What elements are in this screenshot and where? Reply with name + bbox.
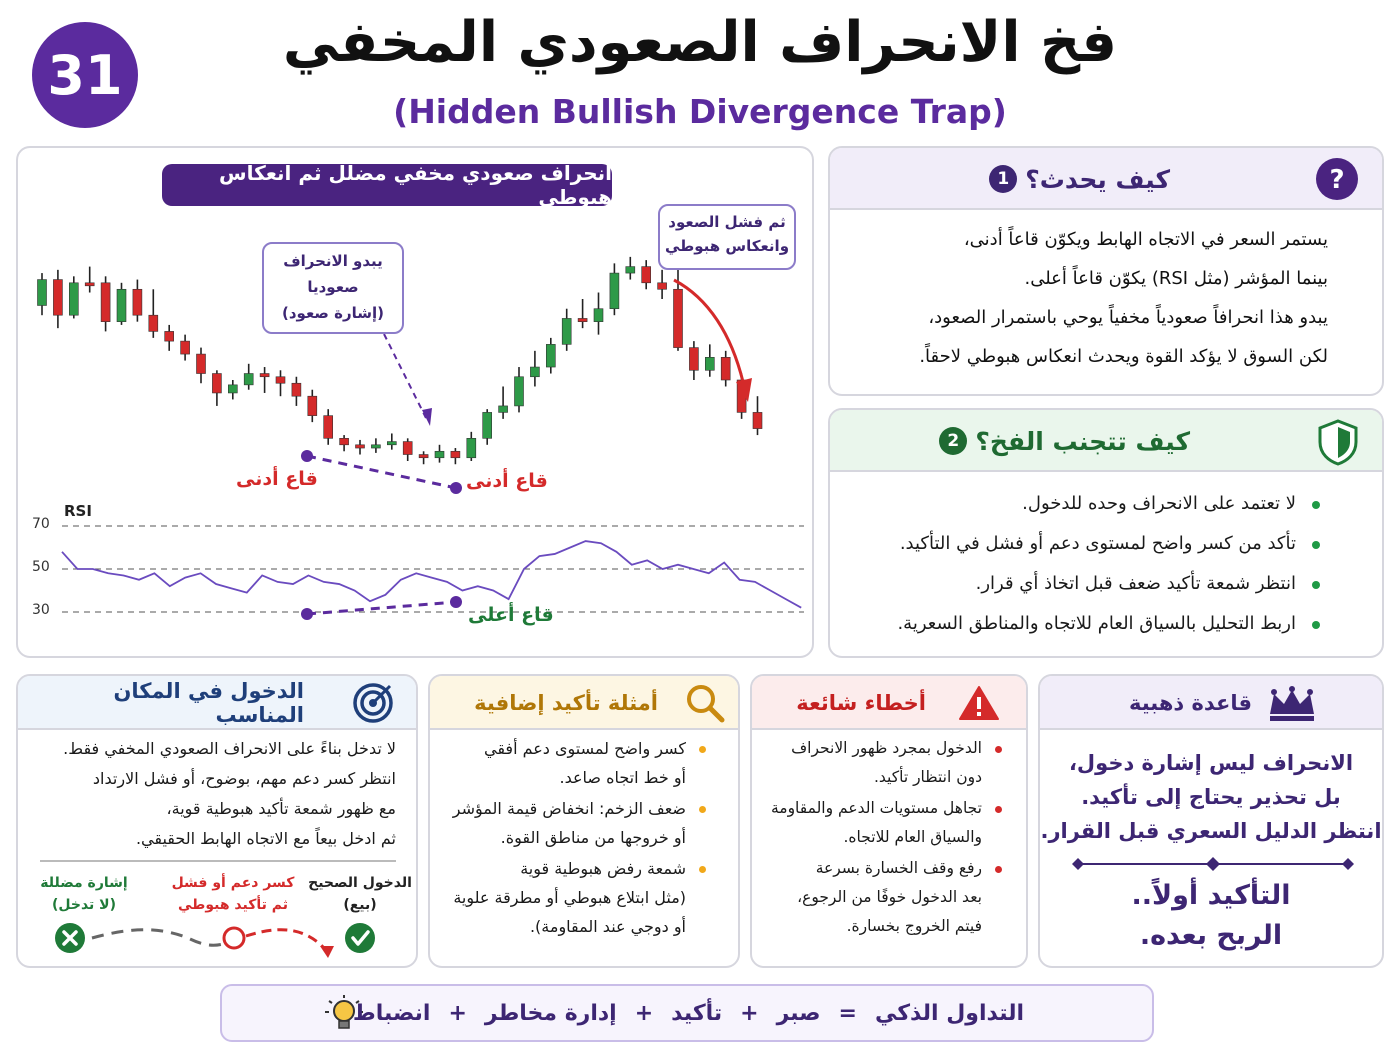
option-correct-line: (بيع) bbox=[343, 897, 377, 913]
candle-body bbox=[292, 383, 301, 396]
callout-pointer bbox=[384, 334, 426, 418]
list-item: اربط التحليل بالسياق العام للاتجاه والمناطق السعرية. bbox=[860, 604, 1320, 644]
example-line: شمعة رفض هبوطية قوية bbox=[520, 859, 686, 878]
candle-body bbox=[499, 406, 508, 412]
rsi-tick-30: 30 bbox=[32, 602, 50, 618]
callout-pointer-head bbox=[422, 408, 432, 426]
price-lower-low-line bbox=[307, 456, 456, 488]
lower-low-label-right: قاع أدنى bbox=[466, 470, 548, 492]
lesson-number-badge bbox=[32, 22, 138, 128]
list-item: تأكد من كسر واضح لمستوى دعم أو فشل في التأكيد. bbox=[860, 524, 1320, 564]
option-correct-line: الدخول الصحيح bbox=[308, 875, 412, 891]
example-line: أو خط اتجاه صاعد. bbox=[559, 768, 686, 787]
callout-failure-line: وانعكاس هبوطي bbox=[664, 237, 790, 255]
entry-line: ثم ادخل بيعاً مع الاتجاه الهابط الحقيقي. bbox=[135, 829, 396, 848]
golden-text bbox=[1040, 746, 1382, 848]
list-item: لا تعتمد على الانحراف وحده للدخول. bbox=[860, 484, 1320, 524]
mistakes-header bbox=[752, 676, 1026, 730]
callout-divergence-line: (إشارة صعود) bbox=[281, 304, 384, 322]
example-line: أو خروجها من مناطق القوة. bbox=[500, 828, 686, 847]
example-line: كسر واضح لمستوى دعم أفقي bbox=[483, 739, 686, 758]
mistakes-list bbox=[754, 734, 1004, 943]
how-step-number: 1 bbox=[989, 165, 1017, 193]
candle-body bbox=[658, 283, 667, 289]
target-icon bbox=[352, 682, 394, 724]
candle-body bbox=[356, 445, 365, 448]
page-title: فخ الانحراف الصعودي المخفي bbox=[282, 10, 1118, 75]
candle-body bbox=[451, 451, 460, 457]
entry-line: انتظر كسر دعم مهم، بوضوح، أو فشل الارتداد bbox=[92, 769, 396, 788]
rsi-line bbox=[62, 541, 801, 608]
avoid-title bbox=[939, 410, 1190, 472]
callout-divergence-line: صعوديا bbox=[307, 278, 359, 296]
how-header bbox=[830, 148, 1382, 210]
candle-body bbox=[483, 412, 492, 438]
break-point-icon bbox=[224, 928, 244, 948]
candle-body bbox=[340, 438, 349, 444]
entry-divider bbox=[40, 860, 396, 862]
entry-line: لا تدخل بناءً على الانحراف الصعودي المخفي فقط. bbox=[63, 739, 396, 758]
callout-divergence bbox=[262, 242, 404, 334]
lower-low-label-left: قاع أدنى bbox=[236, 468, 318, 490]
candle-body bbox=[546, 344, 555, 367]
list-item bbox=[754, 734, 1004, 792]
correct-entry-check-icon bbox=[345, 923, 375, 953]
candle-body bbox=[674, 289, 683, 347]
chart-banner: انحراف صعودي مخفي مضلل ثم انعكاس هبوطي bbox=[162, 164, 612, 206]
mistake-line: فيتم الخروج بخسارة. bbox=[846, 917, 982, 935]
rsi-low-point bbox=[301, 608, 313, 620]
callout-failure bbox=[658, 204, 796, 270]
examples-list bbox=[432, 734, 708, 943]
candle-body bbox=[387, 442, 396, 445]
page-subtitle: (Hidden Bullish Divergence Trap) bbox=[393, 92, 1007, 131]
candle-body bbox=[594, 309, 603, 322]
candle-body bbox=[276, 377, 285, 383]
crown-icon bbox=[1266, 686, 1318, 722]
rsi-higher-low-label: قاع أعلى bbox=[468, 604, 554, 626]
formula-part: انضباط bbox=[352, 1000, 431, 1026]
how-title bbox=[989, 148, 1170, 210]
candle-body bbox=[69, 283, 78, 315]
option-break-label bbox=[168, 872, 298, 916]
callout-divergence-line: يبدو الانحراف bbox=[283, 252, 383, 270]
question-icon bbox=[1314, 156, 1360, 202]
formula-part: تأكيد bbox=[671, 1000, 723, 1026]
candle-body bbox=[53, 280, 62, 316]
candle-body bbox=[689, 348, 698, 371]
candle-body bbox=[212, 374, 221, 393]
callout-failure-line: ثم فشل الصعود bbox=[668, 213, 786, 231]
entry-text bbox=[26, 734, 396, 854]
entry-title: الدخول في المكان المناسب bbox=[113, 679, 304, 727]
formula-part: + bbox=[740, 1000, 759, 1026]
formula-part: إدارة مخاطر bbox=[484, 1000, 617, 1026]
example-line: أو دوجي عند المقاومة). bbox=[529, 917, 686, 936]
entry-header bbox=[18, 676, 416, 730]
candle-body bbox=[705, 357, 714, 370]
golden-title: قاعدة ذهبية bbox=[1128, 691, 1252, 715]
candle-body bbox=[562, 318, 571, 344]
examples-card bbox=[428, 674, 740, 968]
how-line: يبدو هذا انحرافاً صعودياً مخفياً يوحي باستمرار الصعود، bbox=[928, 307, 1328, 328]
candle-body bbox=[515, 377, 524, 406]
candle-body bbox=[117, 289, 126, 321]
price-low-point bbox=[450, 482, 462, 494]
list-item bbox=[754, 794, 1004, 852]
formula-part: + bbox=[448, 1000, 467, 1026]
candle-body bbox=[753, 412, 762, 428]
warning-icon bbox=[958, 684, 1000, 722]
option-break-line: ثم تأكيد هبوطي bbox=[178, 897, 288, 913]
avoid-title-text: كيف تتجنب الفخ؟ bbox=[975, 426, 1190, 456]
candle-body bbox=[197, 354, 206, 373]
candle-body bbox=[419, 455, 428, 458]
candle-body bbox=[467, 438, 476, 457]
rsi-low-point bbox=[450, 596, 462, 608]
entry-line: مع ظهور شمعة تأكيد هبوطية قوية، bbox=[166, 799, 396, 818]
mistake-line: دون انتظار تأكيد. bbox=[873, 768, 982, 786]
how-line: بينما المؤشر (مثل RSI) يكوّن قاعاً أعلى. bbox=[1024, 268, 1328, 289]
price-low-point bbox=[301, 450, 313, 462]
candle-body bbox=[642, 267, 651, 283]
mistake-line: والسياق العام للاتجاه. bbox=[843, 828, 982, 846]
candle-body bbox=[530, 367, 539, 377]
candle-body bbox=[260, 374, 269, 377]
option-wrong-line: (لا تدخل) bbox=[51, 897, 117, 913]
list-item bbox=[432, 734, 708, 792]
formula-part: التداول الذكي bbox=[874, 1000, 1024, 1026]
candle-body bbox=[610, 273, 619, 309]
magnifier-icon bbox=[684, 682, 726, 724]
mistakes-title: أخطاء شائعة bbox=[796, 691, 926, 715]
how-line: يستمر السعر في الاتجاه الهابط ويكوّن قاعاً أدنى، bbox=[963, 229, 1328, 250]
option-wrong-line: إشارة مضللة bbox=[40, 875, 128, 891]
golden-rule-card bbox=[1038, 674, 1384, 968]
golden-line: انتظر الدليل السعري قبل القرار. bbox=[1040, 819, 1382, 843]
candle-body bbox=[149, 315, 158, 331]
option-correct-label bbox=[308, 872, 412, 916]
mistake-line: تجاهل مستويات الدعم والمقاومة bbox=[770, 799, 982, 817]
list-item bbox=[432, 854, 708, 941]
examples-title: أمثلة تأكيد إضافية bbox=[474, 691, 658, 715]
mistake-line: بعد الدخول خوفًا من الرجوع، bbox=[797, 888, 982, 906]
mistake-line: رفع وقف الخسارة بسرعة bbox=[815, 859, 982, 877]
mistake-line: الدخول بمجرد ظهور الانحراف bbox=[791, 739, 982, 757]
how-title-text: كيف يحدث؟ bbox=[1025, 164, 1170, 194]
list-item bbox=[754, 854, 1004, 941]
candle-body bbox=[228, 385, 237, 393]
avoid-header bbox=[830, 410, 1382, 472]
svg-text:?: ? bbox=[1329, 165, 1345, 195]
rsi-label: RSI bbox=[64, 502, 92, 520]
candle-body bbox=[133, 289, 142, 315]
golden-divider bbox=[1072, 856, 1354, 872]
how-to-avoid-card bbox=[828, 408, 1384, 658]
list-item: انتظر شمعة تأكيد ضعف قبل اتخاذ أي قرار. bbox=[860, 564, 1320, 604]
how-body bbox=[858, 220, 1328, 376]
candle-body bbox=[181, 341, 190, 354]
entry-flow-diagram bbox=[48, 920, 378, 964]
examples-header bbox=[430, 676, 738, 730]
candle-body bbox=[578, 318, 587, 321]
golden-punch-line: التأكيد أولاً.. bbox=[1131, 880, 1291, 911]
golden-line: الانحراف ليس إشارة دخول، bbox=[1068, 751, 1354, 775]
list-item bbox=[432, 794, 708, 852]
avoid-list bbox=[860, 484, 1320, 644]
avoid-step-number: 2 bbox=[939, 427, 967, 455]
candle-body bbox=[324, 416, 333, 439]
candle-body bbox=[38, 280, 47, 306]
candle-body bbox=[85, 283, 94, 286]
formula-part: صبر bbox=[776, 1000, 821, 1026]
formula-part: = bbox=[838, 1000, 857, 1026]
option-break-line: كسر دعم أو فشل bbox=[171, 875, 295, 891]
golden-line: بل تحذير يحتاج إلى تأكيد. bbox=[1081, 785, 1341, 809]
candle-body bbox=[101, 283, 110, 322]
shield-icon bbox=[1316, 418, 1360, 466]
golden-punchline bbox=[1040, 876, 1382, 956]
candle-body bbox=[308, 396, 317, 415]
entry-card bbox=[16, 674, 418, 968]
formula-card bbox=[220, 984, 1154, 1042]
how-line: لكن السوق لا يؤكد القوة ويحدث انعكاس هبوطي لاحقاً. bbox=[919, 346, 1328, 367]
candle-body bbox=[721, 357, 730, 380]
how-it-happens-card bbox=[828, 146, 1384, 396]
mistakes-card bbox=[750, 674, 1028, 968]
candle-body bbox=[244, 374, 253, 385]
example-line: ضعف الزخم: انخفاض قيمة المؤشر bbox=[452, 799, 686, 818]
lesson-number: 31 bbox=[47, 43, 123, 107]
rsi-tick-50: 50 bbox=[32, 559, 50, 575]
candle-body bbox=[435, 451, 444, 457]
candle-body bbox=[403, 442, 412, 455]
candle-body bbox=[626, 267, 635, 273]
formula-part: + bbox=[634, 1000, 654, 1026]
option-wrong-label bbox=[30, 872, 138, 916]
formula-text bbox=[353, 986, 1024, 1040]
rsi-tick-70: 70 bbox=[32, 516, 50, 532]
candle-body bbox=[371, 445, 380, 448]
chart-card bbox=[16, 146, 814, 658]
golden-header bbox=[1040, 676, 1382, 730]
candle-body bbox=[165, 331, 174, 341]
golden-punch-line: الربح بعده. bbox=[1139, 920, 1283, 951]
example-line: (مثل ابتلاع هبوطي أو مطرقة علوية bbox=[453, 888, 686, 907]
